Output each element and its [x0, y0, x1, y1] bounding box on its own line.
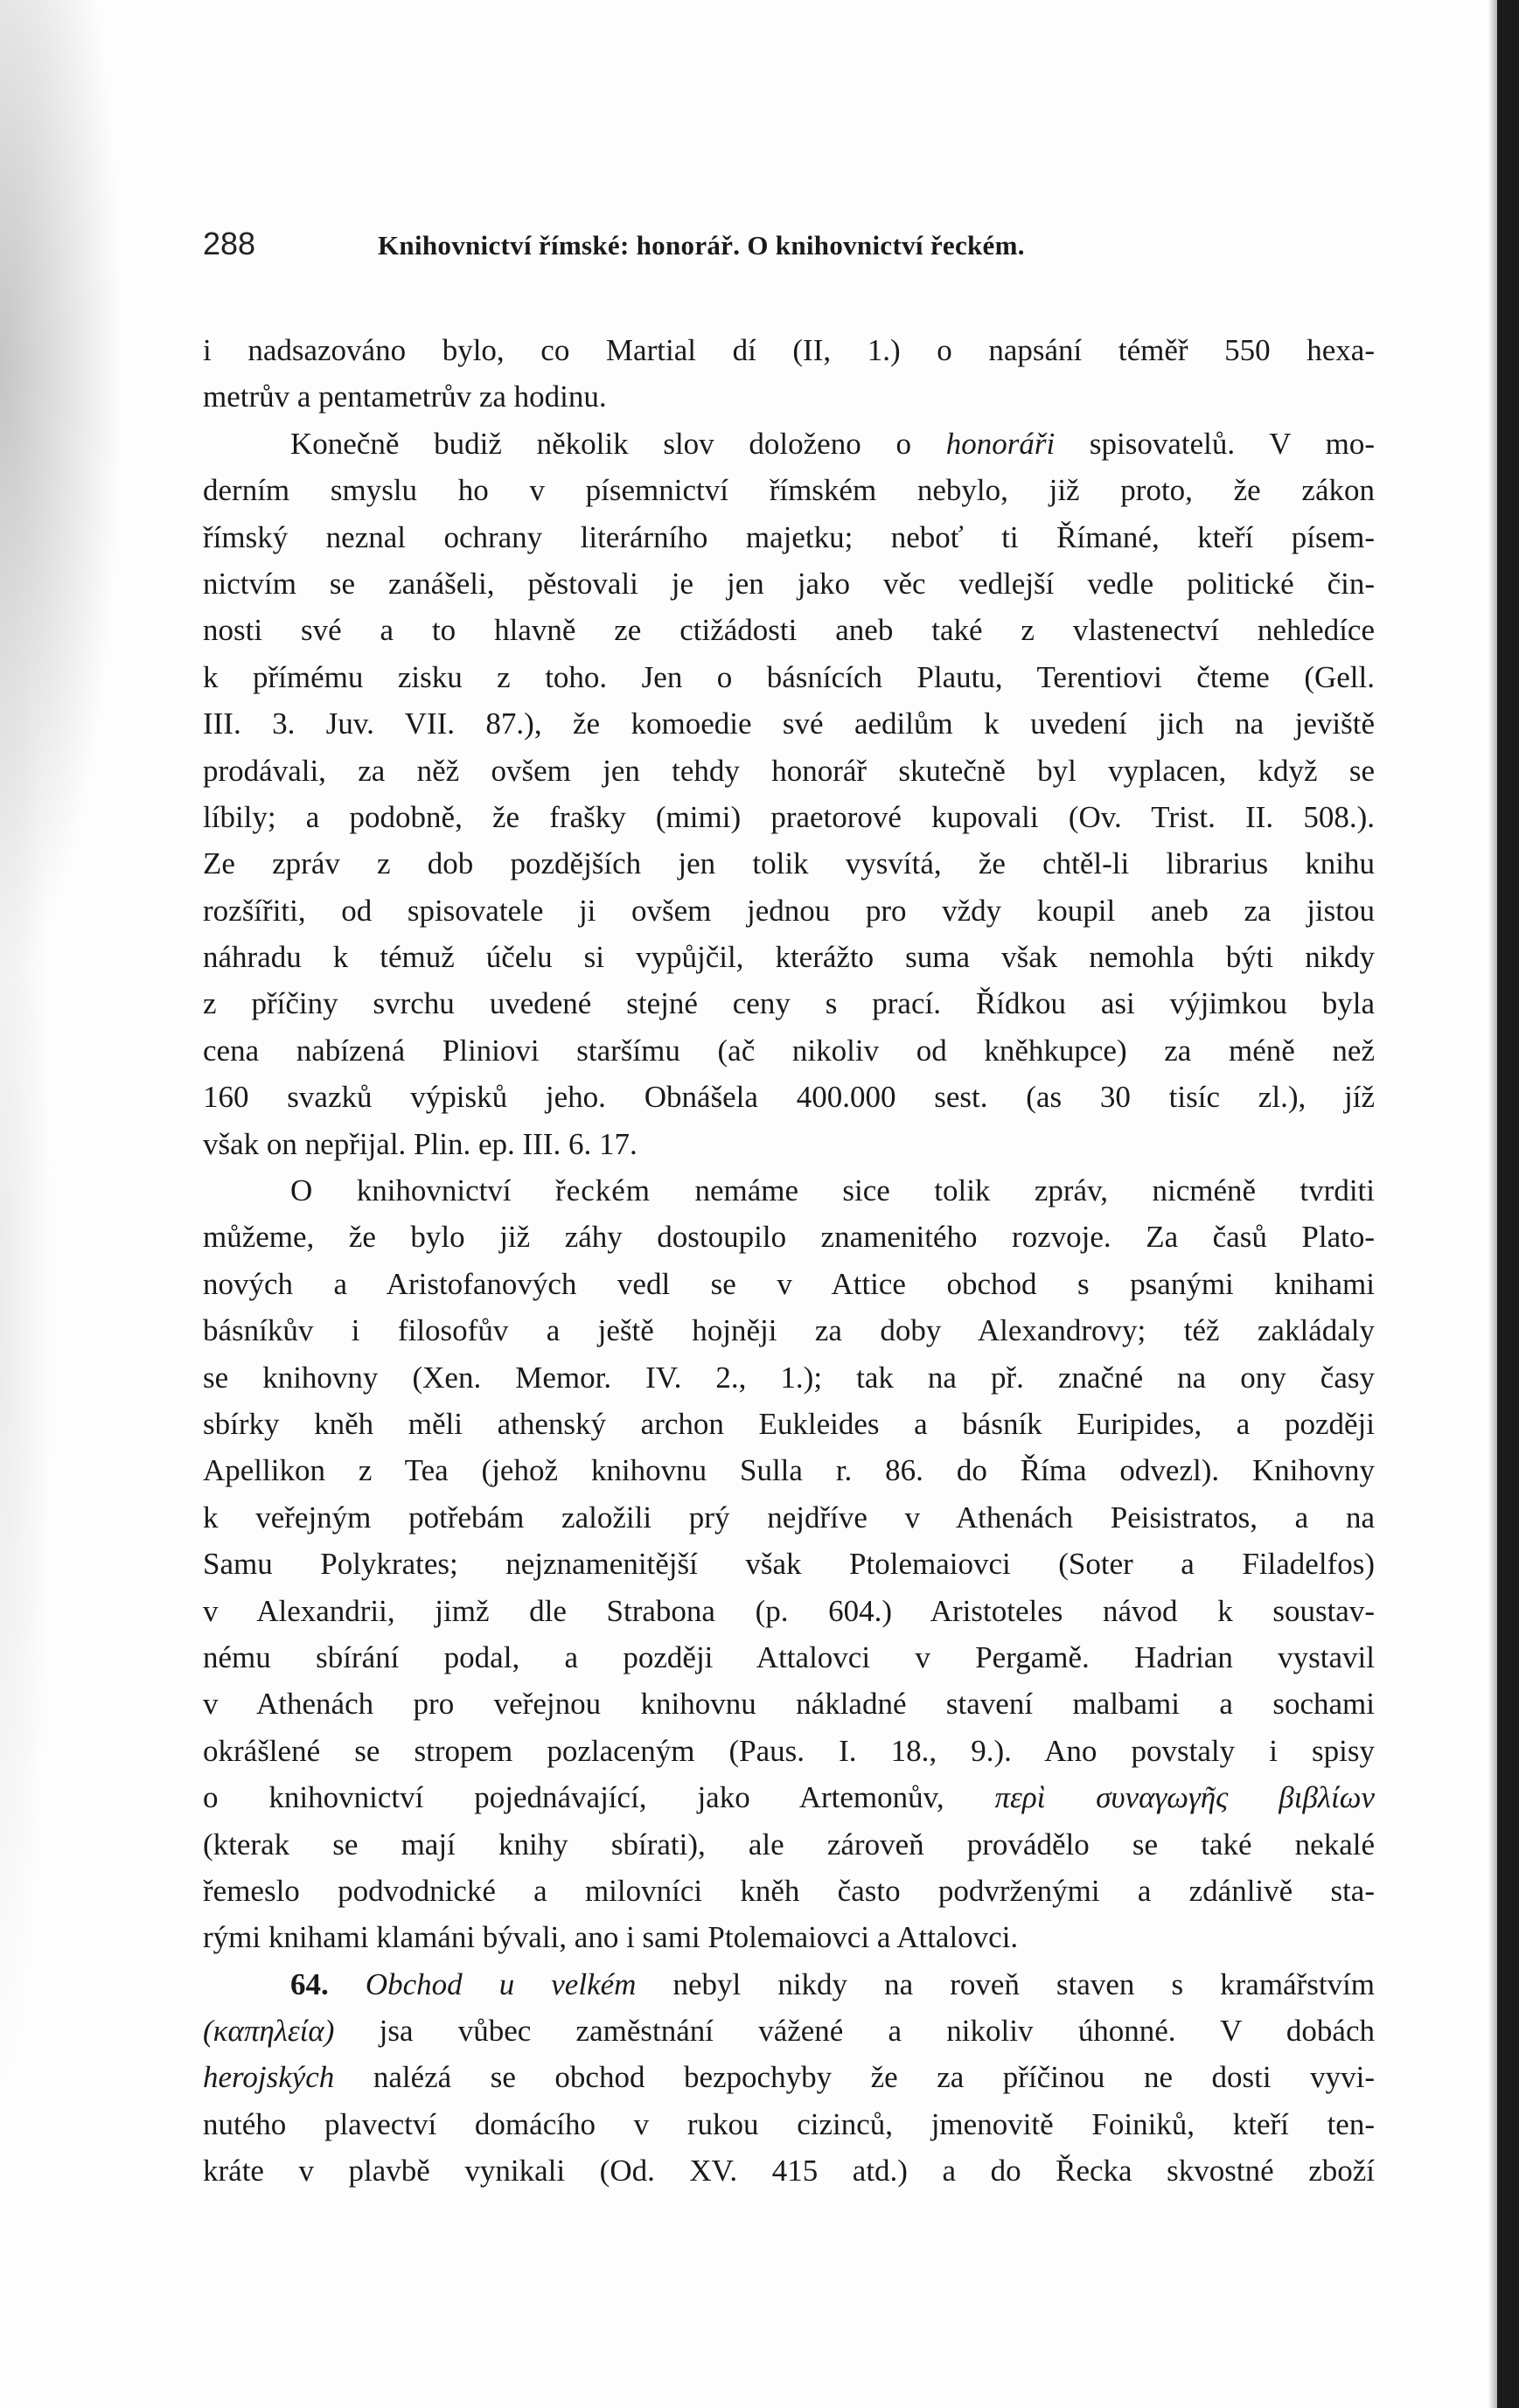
text-line: básníkův i filosofův a ještě hojněji za doby Alexandrovy; též zakládaly: [203, 1313, 1375, 1348]
text-run: Konečně budiž několik slov doloženo o: [290, 426, 911, 461]
text-line: můžeme, že bylo již záhy dostoupilo znamenitého rozvoje. Za časů Plato-: [203, 1220, 1375, 1255]
text-line: nosti své a to hlavně ze ctižádosti aneb také z vlastenectví nehledíce: [203, 613, 1375, 648]
text-line: nému sbírání podal, a později Attalovci v Pergamě. Hadrian vystavil: [203, 1639, 1375, 1674]
text-line: III. 3. Juv. VII. 87.), že komoedie své aedilům k uvedení jich na jeviště: [203, 706, 1375, 741]
running-head-title: Knihovnictví římské: honorář. O knihovnictví řeckém.: [378, 230, 1025, 261]
text-line: Ze zpráv z dob pozdějších jen tolik vysvítá, že chtěl-li librarius knihu: [203, 846, 1375, 881]
text-line: okrášlené se stropem pozlaceným (Paus. I. 18., 9.). Ano povstaly i spisy: [203, 1733, 1375, 1768]
greek-term-kapeleia: (καπηλεία): [203, 2014, 335, 2049]
section-title: Obchod u velkém: [365, 1966, 637, 2001]
text-line: prodávali, za něž ovšem jen tehdy honorář skutečně byl vyplacen, když se: [203, 753, 1375, 788]
text-line: však on nepřijal. Plin. ep. III. 6. 17.: [203, 1126, 638, 1161]
binding-edge-shadow: [1497, 0, 1519, 2408]
term-reckem: řeckém: [555, 1173, 651, 1208]
text-line: rými knihami klamáni bývali, ano i sami Ptolemaiovci a Attalovci.: [203, 1920, 1019, 1955]
page-number: 288: [203, 226, 256, 261]
text-line: z příčiny svrchu uvedené stejné ceny s prací. Řídkou asi výjimkou byla: [203, 986, 1375, 1021]
text-line: i nadsazováno bylo, co Martial dí (II, 1.) o napsání téměř 550 hexa-: [203, 333, 1375, 367]
text-line: nutého plavectví domácího v rukou cizinců, jmenovitě Foiniků, kteří ten-: [203, 2106, 1375, 2141]
text-line: [203, 1774, 1375, 1820]
greek-title: περὶ συναγωγῆς βιβλίων: [994, 1780, 1375, 1815]
text-line: 160 svazků výpisků jeho. Obnášela 400.000 sest. (as 30 tisíc zl.), jíž: [203, 1080, 1375, 1115]
text-line: k přímému zisku z toho. Jen o básnících Plautu, Terentiovi čteme (Gell.: [203, 659, 1375, 694]
section-heading-line: [203, 1961, 1375, 2008]
term-honorari: honoráři: [945, 426, 1056, 461]
text-run: nemáme sice tolik zpráv, nicméně tvrditi: [694, 1173, 1375, 1208]
text-run: nalézá se obchod bezpochyby že za příčinou ne dosti vyvi-: [373, 2060, 1375, 2095]
text-run: O knihovnictví: [290, 1173, 512, 1208]
text-line: [203, 1167, 1375, 1214]
text-line: se knihovny (Xen. Memor. IV. 2., 1.); tak na př. značné na ony časy: [203, 1360, 1375, 1395]
running-head: [203, 226, 1375, 266]
text-line: sbírky kněh měli athenský archon Eukleides a básník Euripides, a později: [203, 1406, 1375, 1441]
text-line: nictvím se zanášeli, pěstovali je jen jako věc vedlejší vedle politické čin-: [203, 566, 1375, 601]
text-line: [203, 2008, 1375, 2054]
text-line: k veřejným potřebám založili prý nejdříve v Athenách Peisistratos, a na: [203, 1500, 1375, 1535]
text-line: (kterak se mají knihy sbírati), ale zároveň provádělo se také nekalé: [203, 1827, 1375, 1862]
text-run: nebyl nikdy na roveň staven s kramářstvím: [672, 1966, 1376, 2001]
text-run: spisovatelů. V mo-: [1089, 426, 1376, 461]
text-line: náhradu k témuž účelu si vypůjčil, kterážto suma však nemohla býti nikdy: [203, 940, 1375, 975]
page-body: [203, 226, 1375, 2195]
text-line: líbily; a podobně, že frašky (mimi) praetorové kupovali (Ov. Trist. II. 508.).: [203, 799, 1375, 834]
text-line: [203, 421, 1375, 467]
text-line: v Alexandrii, jimž dle Strabona (p. 604.) Aristoteles návod k soustav-: [203, 1593, 1375, 1628]
section-number: 64.: [290, 1966, 329, 2001]
text-line: kráte v plavbě vynikali (Od. XV. 415 atd.) a do Řecka skvostné zboží: [203, 2154, 1375, 2189]
text-line: [203, 2054, 1375, 2100]
text-line: rozšířiti, od spisovatele ji ovšem jednou pro vždy koupil aneb za jistou: [203, 893, 1375, 928]
text-line: nových a Aristofanových vedl se v Attice obchod s psanými knihami: [203, 1266, 1375, 1301]
term-herojskych: herojských: [203, 2060, 335, 2095]
text-line: Samu Polykrates; nejznamenitější však Ptolemaiovci (Soter a Filadelfos): [203, 1547, 1375, 1582]
text-line: římský neznal ochrany literárního majetku; neboť ti Římané, kteří písem-: [203, 519, 1375, 554]
body-text: [203, 327, 1375, 2195]
text-run: o knihovnictví pojednávající, jako Artemonův,: [203, 1780, 944, 1815]
text-run: jsa vůbec zaměstnání vážené a nikoliv úhonné. V dobách: [379, 2014, 1375, 2049]
text-line: derním smyslu ho v písemnictví římském nebylo, již proto, že zákon: [203, 473, 1375, 508]
text-line: v Athenách pro veřejnou knihovnu nákladné stavení malbami a sochami: [203, 1687, 1375, 1722]
text-line: řemeslo podvodnické a milovníci kněh často podvrženými a zdánlivě sta-: [203, 1873, 1375, 1908]
text-line: cena nabízená Pliniovi staršímu (ač nikoliv od kněhkupce) za méně než: [203, 1033, 1375, 1068]
text-line: metrův a pentametrův za hodinu.: [203, 379, 607, 414]
text-line: Apellikon z Tea (jehož knihovnu Sulla r. 86. do Říma odvezl). Knihovny: [203, 1453, 1375, 1488]
